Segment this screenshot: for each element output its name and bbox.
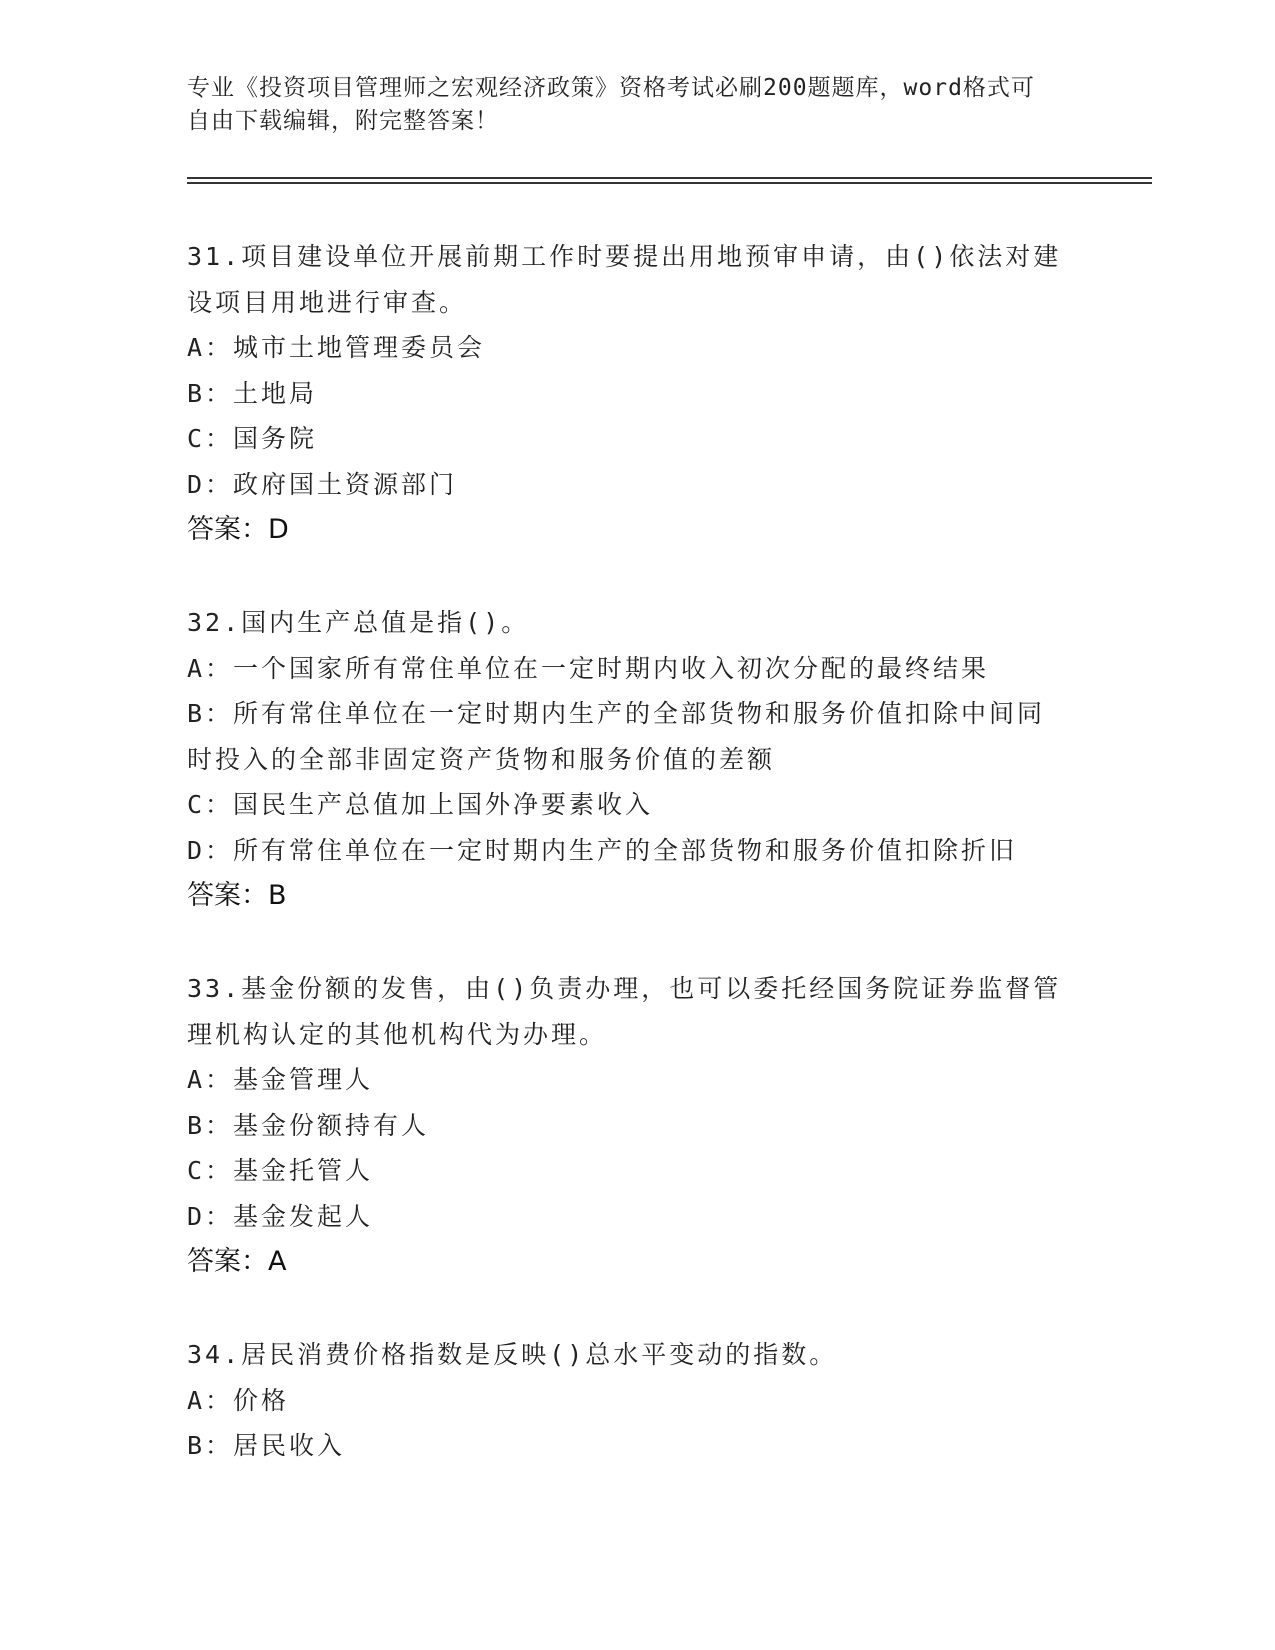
option-d: D：所有常住单位在一定时期内生产的全部货物和服务价值扣除折旧 — [187, 835, 1018, 865]
document-header — [187, 72, 1067, 138]
option-a: A：一个国家所有常住单位在一定时期内收入初次分配的最终结果 — [187, 653, 990, 683]
question-text-line: 理机构认定的其他机构代为办理。 — [187, 1019, 608, 1049]
header-line-1: 专业《投资项目管理师之宏观经济政策》资格考试必刷200题题库，word格式可 — [187, 75, 1035, 101]
option-d: D：基金发起人 — [187, 1201, 374, 1231]
option-a: A：基金管理人 — [187, 1065, 374, 1094]
question-31 — [187, 234, 1077, 553]
option-a: A：城市土地管理委员会 — [187, 333, 486, 362]
question-text-line: 设项目用地进行审查。 — [187, 287, 468, 317]
option-b: B：居民收入 — [187, 1431, 346, 1460]
option-c: C：国民生产总值加上国外净要素收入 — [187, 790, 654, 819]
question-text-line: 32.国内生产总值是指()。 — [187, 608, 530, 637]
answer-label: 答案：B — [187, 880, 287, 911]
option-b: B：所有常住单位在一定时期内生产的全部货物和服务价值扣除中间同 — [187, 699, 1046, 728]
question-32 — [187, 600, 1077, 919]
question-text-line: 34.居民消费价格指数是反映()总水平变动的指数。 — [187, 1340, 838, 1369]
answer-label: 答案：D — [187, 514, 289, 545]
option-b-continued: 时投入的全部非固定资产货物和服务价值的差额 — [187, 744, 776, 774]
option-c: C：基金托管人 — [187, 1156, 374, 1185]
header-divider-bottom — [187, 182, 1152, 184]
question-33 — [187, 966, 1077, 1285]
question-text-line: 31.项目建设单位开展前期工作时要提出用地预审申请，由()依法对建 — [187, 242, 1062, 271]
question-text-line: 33.基金份额的发售，由()负责办理，也可以委托经国务院证券监督管 — [187, 974, 1062, 1003]
option-a: A：价格 — [187, 1385, 290, 1415]
question-34 — [187, 1332, 1077, 1469]
header-line-2: 自由下载编辑，附完整答案！ — [187, 108, 499, 134]
option-b: B：基金份额持有人 — [187, 1110, 430, 1140]
option-d: D：政府国土资源部门 — [187, 469, 458, 499]
question-list — [187, 234, 1077, 1516]
header-divider-top — [187, 177, 1152, 179]
option-c: C：国务院 — [187, 424, 318, 453]
answer-label: 答案：A — [187, 1246, 287, 1277]
option-b: B：土地局 — [187, 378, 318, 408]
